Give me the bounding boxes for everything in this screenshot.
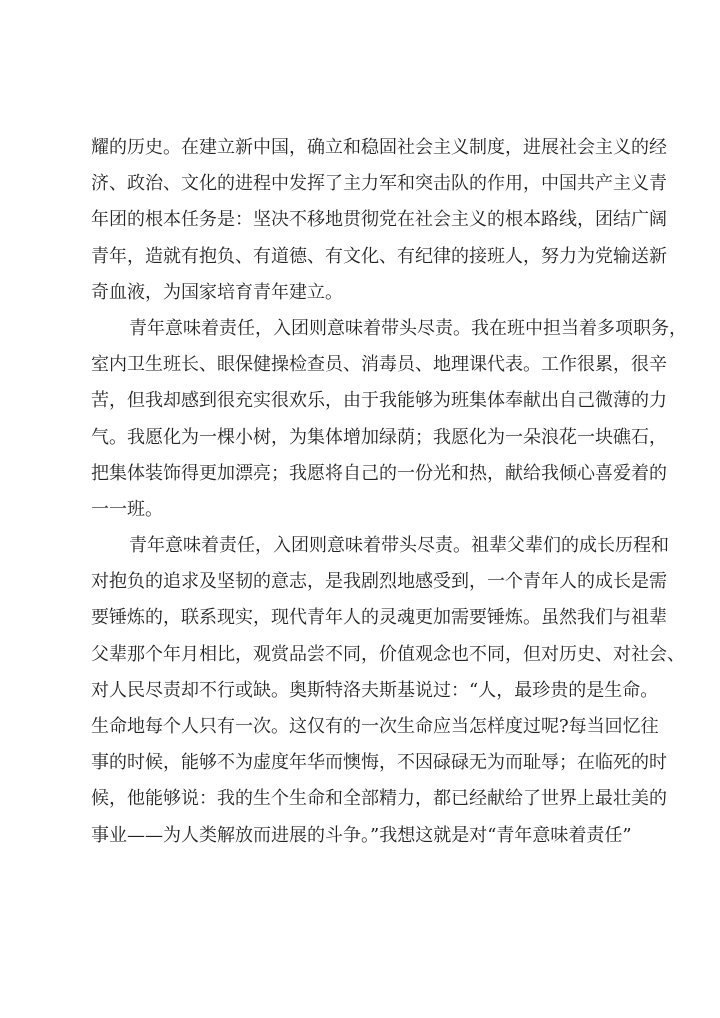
text-line: 要锤炼的，联系现实，现代青年人的灵魂更加需要锤炼。虽然我们与祖辈 (91, 607, 667, 629)
text-line: 气。我愿化为一棵小树，为集体增加绿荫；我愿化为一朵浪花一块礁石， (91, 426, 667, 448)
text-line: 一一班。 (91, 498, 163, 520)
text-line: 父辈那个年月相比，观赏品尝不同，价值观念也不同，但对历史、对社会、 (91, 643, 685, 665)
text-line: 候，他能够说：我的生个生命和全部精力，都已经献给了世界上最壮美的 (91, 788, 667, 810)
text-line: 奇血液，为国家培育青年建立。 (91, 281, 343, 303)
text-line: 青年，造就有抱负、有道德、有文化、有纪律的接班人，努力为党输送新 (91, 245, 667, 267)
text-line: 室内卫生班长、眼保健操检查员、消毒员、地理课代表。工作很累，很辛 (91, 354, 667, 376)
text-line: 苦，但我却感到很充实很欢乐，由于我能够为班集体奉献出自己微薄的力 (91, 390, 667, 412)
text-line: 青年意味着责任，入团则意味着带头尽责。我在班中担当着多项职务， (129, 317, 687, 339)
text-line: 对抱负的追求及坚韧的意志，是我剧烈地感受到，一个青年人的成长是需 (91, 571, 667, 593)
text-line: 年团的根本任务是：坚决不移地贯彻党在社会主义的根本路线，团结广阔 (91, 209, 667, 231)
body-text (91, 130, 687, 854)
text-line: 生命地每个人只有一次。这仅有的一次生命应当怎样度过呢?每当回忆往 (91, 716, 659, 737)
text-line: 事的时候，能够不为虚度年华而懊悔，不因碌碌无为而耻辱；在临死的时 (91, 752, 667, 774)
text-line: 事业——为人类解放而进展的斗争。”我想这就是对“青年意味着责任” (91, 824, 632, 846)
text-line: 济、政治、文化的进程中发挥了主力军和突击队的作用，中国共产主义青 (91, 173, 667, 195)
text-line: 耀的历史。在建立新中国，确立和稳固社会主义制度，进展社会主义的经 (91, 137, 667, 158)
text-line: 青年意味着责任，入团则意味着带头尽责。祖辈父辈们的成长历程和 (129, 535, 669, 557)
text-line: 把集体装饰得更加漂亮；我愿将自己的一份光和热，献给我倾心喜爱着的 (91, 462, 667, 484)
text-line: 对人民尽责却不行或缺。奥斯特洛夫斯基说过：“人，最珍贵的是生命。 (91, 679, 659, 701)
